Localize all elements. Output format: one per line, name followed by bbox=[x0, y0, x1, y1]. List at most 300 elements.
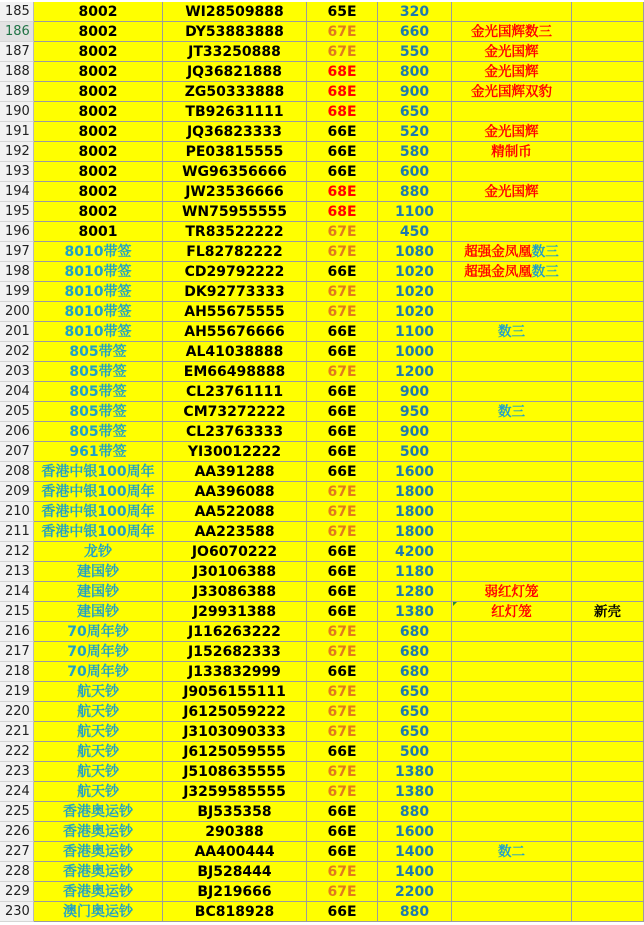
cell-type[interactable]: 航天钞 bbox=[34, 742, 163, 762]
cell-grade[interactable]: 66E bbox=[307, 342, 378, 362]
cell-note[interactable] bbox=[452, 442, 572, 462]
cell-serial[interactable]: J152682333 bbox=[163, 642, 307, 662]
cell-serial[interactable]: AA522088 bbox=[163, 502, 307, 522]
cell-type[interactable]: 8001 bbox=[34, 222, 163, 242]
cell-grade[interactable]: 66E bbox=[307, 802, 378, 822]
cell-note[interactable] bbox=[452, 202, 572, 222]
cell-type[interactable]: 龙钞 bbox=[34, 542, 163, 562]
cell-grade[interactable]: 66E bbox=[307, 842, 378, 862]
cell-serial[interactable]: J29931388 bbox=[163, 602, 307, 622]
cell-price[interactable]: 660 bbox=[378, 22, 452, 42]
cell-note[interactable] bbox=[452, 402, 572, 422]
cell-note[interactable] bbox=[452, 482, 572, 502]
cell-serial[interactable]: AA400444 bbox=[163, 842, 307, 862]
cell-price[interactable]: 1400 bbox=[378, 862, 452, 882]
cell-type[interactable]: 香港中银100周年 bbox=[34, 522, 163, 542]
cell-note[interactable] bbox=[452, 842, 572, 862]
cell-price[interactable]: 900 bbox=[378, 82, 452, 102]
cell-note[interactable] bbox=[452, 242, 572, 262]
cell-serial[interactable]: J6125059555 bbox=[163, 742, 307, 762]
cell-remark[interactable] bbox=[572, 862, 644, 882]
cell-type[interactable]: 8002 bbox=[34, 102, 163, 122]
cell-note[interactable] bbox=[452, 162, 572, 182]
row-header[interactable]: 205 bbox=[0, 402, 34, 422]
cell-serial[interactable]: WI28509888 bbox=[163, 2, 307, 22]
cell-price[interactable]: 4200 bbox=[378, 542, 452, 562]
cell-note[interactable] bbox=[452, 742, 572, 762]
cell-type[interactable]: 建国钞 bbox=[34, 602, 163, 622]
cell-type[interactable]: 8002 bbox=[34, 82, 163, 102]
cell-note[interactable] bbox=[452, 142, 572, 162]
cell-remark[interactable] bbox=[572, 882, 644, 902]
cell-serial[interactable]: PE03815555 bbox=[163, 142, 307, 162]
cell-serial[interactable]: J133832999 bbox=[163, 662, 307, 682]
cell-note[interactable] bbox=[452, 902, 572, 922]
row-header[interactable]: 217 bbox=[0, 642, 34, 662]
cell-note[interactable] bbox=[452, 802, 572, 822]
cell-type[interactable]: 航天钞 bbox=[34, 682, 163, 702]
row-header[interactable]: 213 bbox=[0, 562, 34, 582]
cell-grade[interactable]: 66E bbox=[307, 662, 378, 682]
row-header[interactable]: 226 bbox=[0, 822, 34, 842]
cell-type[interactable]: 澳门奥运钞 bbox=[34, 902, 163, 922]
cell-note[interactable] bbox=[452, 602, 572, 622]
cell-grade[interactable]: 67E bbox=[307, 702, 378, 722]
cell-remark[interactable] bbox=[572, 522, 644, 542]
cell-remark[interactable] bbox=[572, 582, 644, 602]
cell-price[interactable]: 1380 bbox=[378, 762, 452, 782]
cell-grade[interactable]: 67E bbox=[307, 882, 378, 902]
cell-serial[interactable]: BJ528444 bbox=[163, 862, 307, 882]
cell-price[interactable]: 680 bbox=[378, 662, 452, 682]
cell-grade[interactable]: 68E bbox=[307, 182, 378, 202]
cell-price[interactable]: 500 bbox=[378, 442, 452, 462]
row-header[interactable]: 212 bbox=[0, 542, 34, 562]
cell-remark[interactable] bbox=[572, 682, 644, 702]
cell-serial[interactable]: TR83522222 bbox=[163, 222, 307, 242]
cell-remark[interactable] bbox=[572, 162, 644, 182]
cell-grade[interactable]: 66E bbox=[307, 122, 378, 142]
cell-grade[interactable]: 67E bbox=[307, 522, 378, 542]
cell-grade[interactable]: 67E bbox=[307, 642, 378, 662]
cell-type[interactable]: 70周年钞 bbox=[34, 662, 163, 682]
cell-type[interactable]: 8010带签 bbox=[34, 262, 163, 282]
cell-price[interactable]: 600 bbox=[378, 162, 452, 182]
cell-price[interactable]: 1280 bbox=[378, 582, 452, 602]
cell-remark[interactable] bbox=[572, 722, 644, 742]
cell-type[interactable]: 香港奥运钞 bbox=[34, 862, 163, 882]
cell-grade[interactable]: 67E bbox=[307, 22, 378, 42]
cell-note[interactable] bbox=[452, 622, 572, 642]
cell-price[interactable]: 320 bbox=[378, 2, 452, 22]
cell-type[interactable]: 961带签 bbox=[34, 442, 163, 462]
cell-remark[interactable] bbox=[572, 242, 644, 262]
row-header[interactable]: 191 bbox=[0, 122, 34, 142]
cell-grade[interactable]: 67E bbox=[307, 362, 378, 382]
row-header[interactable]: 186 bbox=[0, 22, 34, 42]
row-header[interactable]: 223 bbox=[0, 762, 34, 782]
cell-price[interactable]: 1020 bbox=[378, 282, 452, 302]
cell-price[interactable]: 880 bbox=[378, 802, 452, 822]
cell-grade[interactable]: 67E bbox=[307, 482, 378, 502]
cell-price[interactable]: 1800 bbox=[378, 482, 452, 502]
cell-type[interactable]: 香港中银100周年 bbox=[34, 462, 163, 482]
cell-type[interactable]: 8010带签 bbox=[34, 322, 163, 342]
cell-remark[interactable] bbox=[572, 302, 644, 322]
row-header[interactable]: 192 bbox=[0, 142, 34, 162]
cell-price[interactable]: 650 bbox=[378, 702, 452, 722]
cell-serial[interactable]: AL41038888 bbox=[163, 342, 307, 362]
row-header[interactable]: 208 bbox=[0, 462, 34, 482]
cell-price[interactable]: 900 bbox=[378, 382, 452, 402]
cell-type[interactable]: 建国钞 bbox=[34, 562, 163, 582]
cell-note[interactable] bbox=[452, 822, 572, 842]
cell-remark[interactable] bbox=[572, 702, 644, 722]
cell-remark[interactable] bbox=[572, 62, 644, 82]
cell-serial[interactable]: JW23536666 bbox=[163, 182, 307, 202]
cell-price[interactable]: 1100 bbox=[378, 202, 452, 222]
cell-serial[interactable]: AA396088 bbox=[163, 482, 307, 502]
cell-serial[interactable]: JQ36823333 bbox=[163, 122, 307, 142]
cell-grade[interactable]: 67E bbox=[307, 862, 378, 882]
cell-serial[interactable]: DK92773333 bbox=[163, 282, 307, 302]
row-header[interactable]: 218 bbox=[0, 662, 34, 682]
cell-note[interactable] bbox=[452, 282, 572, 302]
row-header[interactable]: 211 bbox=[0, 522, 34, 542]
cell-remark[interactable] bbox=[572, 142, 644, 162]
cell-serial[interactable]: CL23763333 bbox=[163, 422, 307, 442]
cell-price[interactable]: 1080 bbox=[378, 242, 452, 262]
cell-serial[interactable]: BJ535358 bbox=[163, 802, 307, 822]
cell-price[interactable]: 500 bbox=[378, 742, 452, 762]
cell-price[interactable]: 1100 bbox=[378, 322, 452, 342]
cell-serial[interactable]: BC818928 bbox=[163, 902, 307, 922]
cell-note[interactable] bbox=[452, 422, 572, 442]
row-header[interactable]: 188 bbox=[0, 62, 34, 82]
cell-price[interactable]: 1600 bbox=[378, 822, 452, 842]
cell-note[interactable] bbox=[452, 862, 572, 882]
row-header[interactable]: 219 bbox=[0, 682, 34, 702]
row-header[interactable]: 196 bbox=[0, 222, 34, 242]
cell-remark[interactable] bbox=[572, 742, 644, 762]
cell-grade[interactable]: 66E bbox=[307, 402, 378, 422]
row-header[interactable]: 209 bbox=[0, 482, 34, 502]
cell-serial[interactable]: 290388 bbox=[163, 822, 307, 842]
cell-grade[interactable]: 66E bbox=[307, 542, 378, 562]
cell-type[interactable]: 70周年钞 bbox=[34, 642, 163, 662]
cell-remark[interactable] bbox=[572, 482, 644, 502]
cell-type[interactable]: 航天钞 bbox=[34, 762, 163, 782]
cell-price[interactable]: 1200 bbox=[378, 362, 452, 382]
cell-grade[interactable]: 67E bbox=[307, 762, 378, 782]
cell-note[interactable] bbox=[452, 182, 572, 202]
cell-grade[interactable]: 66E bbox=[307, 562, 378, 582]
row-header[interactable]: 204 bbox=[0, 382, 34, 402]
cell-remark[interactable] bbox=[572, 102, 644, 122]
cell-remark[interactable] bbox=[572, 182, 644, 202]
cell-note[interactable] bbox=[452, 2, 572, 22]
cell-grade[interactable]: 67E bbox=[307, 242, 378, 262]
cell-grade[interactable]: 66E bbox=[307, 602, 378, 622]
cell-serial[interactable]: WG96356666 bbox=[163, 162, 307, 182]
cell-serial[interactable]: J33086388 bbox=[163, 582, 307, 602]
cell-note[interactable] bbox=[452, 382, 572, 402]
cell-grade[interactable]: 68E bbox=[307, 62, 378, 82]
row-header[interactable]: 200 bbox=[0, 302, 34, 322]
cell-note[interactable] bbox=[452, 82, 572, 102]
row-header[interactable]: 195 bbox=[0, 202, 34, 222]
cell-price[interactable]: 1800 bbox=[378, 502, 452, 522]
cell-grade[interactable]: 68E bbox=[307, 82, 378, 102]
cell-price[interactable]: 450 bbox=[378, 222, 452, 242]
cell-type[interactable]: 8002 bbox=[34, 162, 163, 182]
cell-serial[interactable]: BJ219666 bbox=[163, 882, 307, 902]
cell-note[interactable] bbox=[452, 542, 572, 562]
cell-grade[interactable]: 66E bbox=[307, 322, 378, 342]
row-header[interactable]: 199 bbox=[0, 282, 34, 302]
row-header[interactable]: 203 bbox=[0, 362, 34, 382]
cell-serial[interactable]: FL82782222 bbox=[163, 242, 307, 262]
cell-serial[interactable]: J30106388 bbox=[163, 562, 307, 582]
row-header[interactable]: 228 bbox=[0, 862, 34, 882]
cell-serial[interactable]: ZG50333888 bbox=[163, 82, 307, 102]
cell-grade[interactable]: 66E bbox=[307, 142, 378, 162]
cell-note[interactable] bbox=[452, 302, 572, 322]
cell-grade[interactable]: 67E bbox=[307, 622, 378, 642]
cell-serial[interactable]: J9056155111 bbox=[163, 682, 307, 702]
cell-type[interactable]: 航天钞 bbox=[34, 782, 163, 802]
cell-type[interactable]: 805带签 bbox=[34, 402, 163, 422]
cell-serial[interactable]: J6125059222 bbox=[163, 702, 307, 722]
cell-note[interactable] bbox=[452, 682, 572, 702]
row-header[interactable]: 206 bbox=[0, 422, 34, 442]
cell-remark[interactable] bbox=[572, 442, 644, 462]
cell-note[interactable] bbox=[452, 102, 572, 122]
cell-price[interactable]: 550 bbox=[378, 42, 452, 62]
cell-note[interactable] bbox=[452, 122, 572, 142]
cell-type[interactable]: 8002 bbox=[34, 42, 163, 62]
cell-remark[interactable] bbox=[572, 842, 644, 862]
cell-remark[interactable] bbox=[572, 42, 644, 62]
cell-grade[interactable]: 66E bbox=[307, 422, 378, 442]
cell-grade[interactable]: 66E bbox=[307, 822, 378, 842]
cell-grade[interactable]: 66E bbox=[307, 162, 378, 182]
cell-note[interactable] bbox=[452, 522, 572, 542]
cell-serial[interactable]: JQ36821888 bbox=[163, 62, 307, 82]
cell-serial[interactable]: JT33250888 bbox=[163, 42, 307, 62]
cell-type[interactable]: 香港奥运钞 bbox=[34, 822, 163, 842]
cell-type[interactable]: 805带签 bbox=[34, 342, 163, 362]
cell-type[interactable]: 香港中银100周年 bbox=[34, 502, 163, 522]
cell-grade[interactable]: 66E bbox=[307, 742, 378, 762]
cell-remark[interactable] bbox=[572, 802, 644, 822]
cell-note[interactable] bbox=[452, 562, 572, 582]
cell-note[interactable] bbox=[452, 342, 572, 362]
cell-price[interactable]: 580 bbox=[378, 142, 452, 162]
cell-type[interactable]: 建国钞 bbox=[34, 582, 163, 602]
cell-type[interactable]: 香港奥运钞 bbox=[34, 882, 163, 902]
cell-remark[interactable] bbox=[572, 122, 644, 142]
cell-remark[interactable] bbox=[572, 382, 644, 402]
cell-remark[interactable] bbox=[572, 422, 644, 442]
cell-remark[interactable] bbox=[572, 402, 644, 422]
row-header[interactable]: 194 bbox=[0, 182, 34, 202]
cell-type[interactable]: 香港中银100周年 bbox=[34, 482, 163, 502]
cell-price[interactable]: 520 bbox=[378, 122, 452, 142]
cell-note[interactable] bbox=[452, 22, 572, 42]
cell-serial[interactable]: TB92631111 bbox=[163, 102, 307, 122]
cell-serial[interactable]: CM73272222 bbox=[163, 402, 307, 422]
cell-remark[interactable] bbox=[572, 2, 644, 22]
cell-type[interactable]: 航天钞 bbox=[34, 702, 163, 722]
cell-remark[interactable] bbox=[572, 502, 644, 522]
row-header[interactable]: 198 bbox=[0, 262, 34, 282]
row-header[interactable]: 215 bbox=[0, 602, 34, 622]
row-header[interactable]: 227 bbox=[0, 842, 34, 862]
cell-price[interactable]: 680 bbox=[378, 622, 452, 642]
cell-grade[interactable]: 67E bbox=[307, 782, 378, 802]
row-header[interactable]: 214 bbox=[0, 582, 34, 602]
cell-price[interactable]: 880 bbox=[378, 182, 452, 202]
cell-type[interactable]: 805带签 bbox=[34, 382, 163, 402]
row-header[interactable]: 225 bbox=[0, 802, 34, 822]
row-header[interactable]: 221 bbox=[0, 722, 34, 742]
cell-serial[interactable]: AA223588 bbox=[163, 522, 307, 542]
cell-remark[interactable] bbox=[572, 262, 644, 282]
cell-grade[interactable]: 67E bbox=[307, 302, 378, 322]
cell-grade[interactable]: 66E bbox=[307, 382, 378, 402]
cell-serial[interactable]: AH55676666 bbox=[163, 322, 307, 342]
cell-type[interactable]: 8002 bbox=[34, 122, 163, 142]
cell-grade[interactable]: 67E bbox=[307, 222, 378, 242]
cell-remark[interactable] bbox=[572, 902, 644, 922]
cell-remark[interactable] bbox=[572, 622, 644, 642]
cell-note[interactable] bbox=[452, 882, 572, 902]
row-header[interactable]: 201 bbox=[0, 322, 34, 342]
cell-remark[interactable] bbox=[572, 562, 644, 582]
cell-remark[interactable] bbox=[572, 362, 644, 382]
cell-type[interactable]: 8002 bbox=[34, 2, 163, 22]
row-header[interactable]: 190 bbox=[0, 102, 34, 122]
row-header[interactable]: 229 bbox=[0, 882, 34, 902]
cell-type[interactable]: 8010带签 bbox=[34, 282, 163, 302]
cell-type[interactable]: 8002 bbox=[34, 22, 163, 42]
cell-type[interactable]: 805带签 bbox=[34, 362, 163, 382]
cell-price[interactable]: 950 bbox=[378, 402, 452, 422]
cell-remark[interactable] bbox=[572, 762, 644, 782]
cell-price[interactable]: 900 bbox=[378, 422, 452, 442]
cell-grade[interactable]: 68E bbox=[307, 202, 378, 222]
cell-grade[interactable]: 66E bbox=[307, 902, 378, 922]
cell-price[interactable]: 650 bbox=[378, 682, 452, 702]
row-header[interactable]: 224 bbox=[0, 782, 34, 802]
cell-note[interactable] bbox=[452, 262, 572, 282]
cell-type[interactable]: 8002 bbox=[34, 142, 163, 162]
cell-grade[interactable]: 67E bbox=[307, 682, 378, 702]
cell-serial[interactable]: CL23761111 bbox=[163, 382, 307, 402]
cell-remark[interactable]: 新壳 bbox=[572, 602, 644, 622]
cell-serial[interactable]: J5108635555 bbox=[163, 762, 307, 782]
cell-price[interactable]: 1020 bbox=[378, 302, 452, 322]
cell-price[interactable]: 880 bbox=[378, 902, 452, 922]
cell-grade[interactable]: 66E bbox=[307, 462, 378, 482]
cell-serial[interactable]: JO6070222 bbox=[163, 542, 307, 562]
cell-remark[interactable] bbox=[572, 82, 644, 102]
cell-type[interactable]: 香港奥运钞 bbox=[34, 802, 163, 822]
cell-type[interactable]: 香港奥运钞 bbox=[34, 842, 163, 862]
cell-note[interactable] bbox=[452, 42, 572, 62]
cell-price[interactable]: 1800 bbox=[378, 522, 452, 542]
cell-price[interactable]: 650 bbox=[378, 722, 452, 742]
cell-remark[interactable] bbox=[572, 542, 644, 562]
row-header[interactable]: 197 bbox=[0, 242, 34, 262]
cell-type[interactable]: 8010带签 bbox=[34, 242, 163, 262]
row-header[interactable]: 187 bbox=[0, 42, 34, 62]
cell-type[interactable]: 70周年钞 bbox=[34, 622, 163, 642]
cell-remark[interactable] bbox=[572, 642, 644, 662]
cell-serial[interactable]: J116263222 bbox=[163, 622, 307, 642]
cell-note[interactable] bbox=[452, 322, 572, 342]
cell-grade[interactable]: 65E bbox=[307, 2, 378, 22]
row-header[interactable]: 202 bbox=[0, 342, 34, 362]
cell-serial[interactable]: WN75955555 bbox=[163, 202, 307, 222]
cell-serial[interactable]: EM66498888 bbox=[163, 362, 307, 382]
cell-grade[interactable]: 66E bbox=[307, 262, 378, 282]
cell-type[interactable]: 8002 bbox=[34, 62, 163, 82]
row-header[interactable]: 193 bbox=[0, 162, 34, 182]
cell-serial[interactable]: DY53883888 bbox=[163, 22, 307, 42]
cell-remark[interactable] bbox=[572, 202, 644, 222]
cell-price[interactable]: 650 bbox=[378, 102, 452, 122]
cell-price[interactable]: 1020 bbox=[378, 262, 452, 282]
cell-note[interactable] bbox=[452, 222, 572, 242]
row-header[interactable]: 220 bbox=[0, 702, 34, 722]
cell-price[interactable]: 1400 bbox=[378, 842, 452, 862]
cell-serial[interactable]: J3103090333 bbox=[163, 722, 307, 742]
cell-note[interactable] bbox=[452, 642, 572, 662]
cell-note[interactable] bbox=[452, 762, 572, 782]
cell-price[interactable]: 2200 bbox=[378, 882, 452, 902]
row-header[interactable]: 189 bbox=[0, 82, 34, 102]
cell-serial[interactable]: CD29792222 bbox=[163, 262, 307, 282]
cell-serial[interactable]: AH55675555 bbox=[163, 302, 307, 322]
cell-grade[interactable]: 67E bbox=[307, 42, 378, 62]
cell-price[interactable]: 1180 bbox=[378, 562, 452, 582]
cell-note[interactable] bbox=[452, 662, 572, 682]
cell-remark[interactable] bbox=[572, 342, 644, 362]
cell-grade[interactable]: 66E bbox=[307, 582, 378, 602]
cell-note[interactable] bbox=[452, 722, 572, 742]
cell-note[interactable] bbox=[452, 582, 572, 602]
cell-price[interactable]: 1380 bbox=[378, 602, 452, 622]
cell-type[interactable]: 805带签 bbox=[34, 422, 163, 442]
cell-grade[interactable]: 66E bbox=[307, 442, 378, 462]
row-header[interactable]: 207 bbox=[0, 442, 34, 462]
cell-note[interactable] bbox=[452, 462, 572, 482]
cell-remark[interactable] bbox=[572, 782, 644, 802]
cell-price[interactable]: 1000 bbox=[378, 342, 452, 362]
row-header[interactable]: 216 bbox=[0, 622, 34, 642]
cell-type[interactable]: 航天钞 bbox=[34, 722, 163, 742]
cell-serial[interactable]: AA391288 bbox=[163, 462, 307, 482]
cell-remark[interactable] bbox=[572, 282, 644, 302]
row-header[interactable]: 210 bbox=[0, 502, 34, 522]
row-header[interactable]: 230 bbox=[0, 902, 34, 922]
cell-remark[interactable] bbox=[572, 22, 644, 42]
cell-price[interactable]: 1600 bbox=[378, 462, 452, 482]
cell-serial[interactable]: J3259585555 bbox=[163, 782, 307, 802]
cell-remark[interactable] bbox=[572, 222, 644, 242]
